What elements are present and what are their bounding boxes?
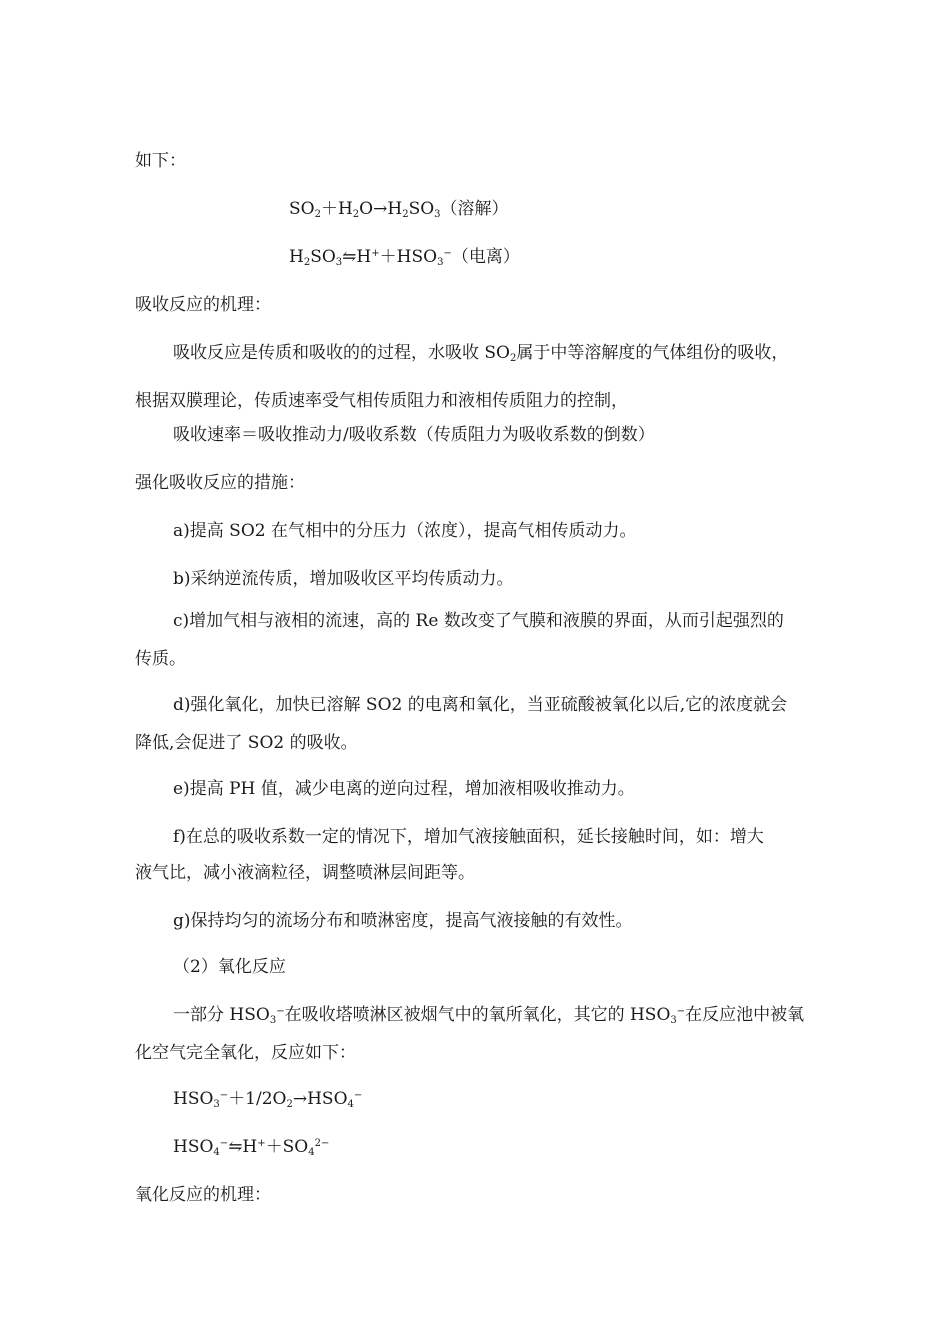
measure-e: e)提高 PH 值，减少电离的逆向过程，增加液相吸收推动力。: [173, 779, 635, 799]
measure-d-line1: d)强化氧化，加快已溶解 SO2 的电离和氧化，当亚硫酸被氧化以后,它的浓度就会: [173, 695, 788, 715]
oxidation-paragraph-line1: 一部分 $HSO_3^-$在吸收塔喷淋区被烟气中的氧所氧化，其它的 $HSO_3^-$在反应池中被氧: [173, 1005, 805, 1026]
intro-text: 如下：: [135, 151, 186, 171]
absorption-paragraph-line1: 吸收反应是传质和吸收的的过程，水吸收 $SO_2$属于中等溶解度的气体组份的吸收，: [173, 343, 789, 364]
absorption-rate-formula: 吸收速率＝吸收推动力/吸收系数（传质阻力为吸收系数的倒数）: [173, 425, 655, 445]
equation-sulfate-ionization: $HSO_4^-⇋H^++SO_4^{2-}$: [173, 1137, 330, 1158]
measure-c-line2: 传质。: [135, 649, 186, 669]
equation-oxidation: $HSO_3^-+1/2O_2\to HSO_4^-$: [173, 1089, 363, 1110]
absorption-paragraph-line2: 根据双膜理论，传质速率受气相传质阻力和液相传质阻力的控制，: [135, 391, 628, 411]
equation-dissolution: $SO_2+H_2O\to H_2SO_3$（溶解）: [289, 199, 509, 220]
heading-absorption-mechanism: 吸收反应的机理：: [135, 295, 271, 315]
equation-ionization: $H_2SO_3⇋H^++HSO_3^-$（电离）: [289, 247, 520, 268]
measure-f-line2: 液气比，减小液滴粒径，调整喷淋层间距等。: [135, 863, 475, 883]
heading-oxidation-reaction: （2）氧化反应: [173, 957, 286, 977]
heading-oxidation-mechanism: 氧化反应的机理：: [135, 1185, 271, 1205]
measure-g: g)保持均匀的流场分布和喷淋密度，提高气液接触的有效性。: [173, 911, 633, 931]
measure-c-line1: c)增加气相与液相的流速，高的 Re 数改变了气膜和液膜的界面，从而引起强烈的: [173, 611, 784, 631]
measure-f-line1: f)在总的吸收系数一定的情况下，增加气液接触面积，延长接触时间，如：增大: [173, 827, 764, 847]
oxidation-paragraph-line2: 化空气完全氧化，反应如下：: [135, 1043, 356, 1063]
measure-a: a)提高 SO2 在气相中的分压力（浓度），提高气相传质动力。: [173, 521, 637, 541]
measure-d-line2: 降低,会促进了 SO2 的吸收。: [135, 733, 358, 753]
heading-strengthening-measures: 强化吸收反应的措施：: [135, 473, 305, 493]
measure-b: b)采纳逆流传质，增加吸收区平均传质动力。: [173, 569, 514, 589]
